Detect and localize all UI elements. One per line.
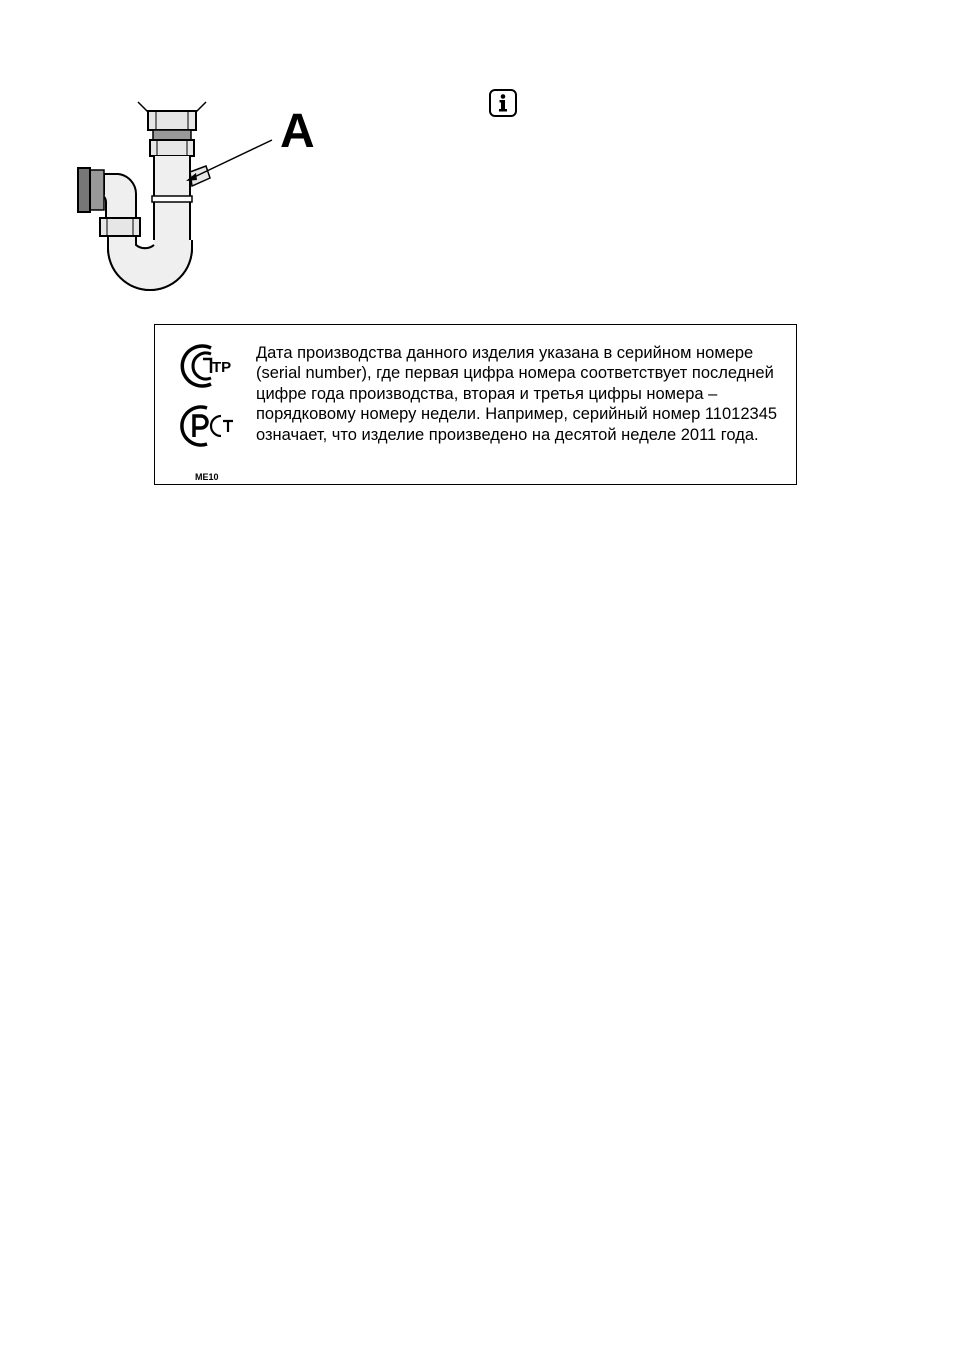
leader-arrow-icon	[188, 140, 272, 180]
gost-tr-mark-icon	[177, 343, 235, 394]
callout-label-a: A	[280, 105, 315, 158]
certificate-code: ME10	[195, 472, 219, 482]
certification-marks	[177, 343, 243, 482]
gost-r-mark-icon	[177, 403, 237, 454]
svg-text:ТР: ТР	[212, 359, 232, 376]
notice-text: Дата производства данного изделия указана в серийном номере (serial number), где первая цифра номера соответствует последней цифре года производства, вторая и третья цифры номера – порядковому номеру недели. Например, серийный номер 11012345 означает, что изделие произведено на десятой неделе 2011 года.	[256, 344, 778, 444]
info-icon	[489, 89, 517, 117]
production-date-notice	[154, 324, 797, 485]
